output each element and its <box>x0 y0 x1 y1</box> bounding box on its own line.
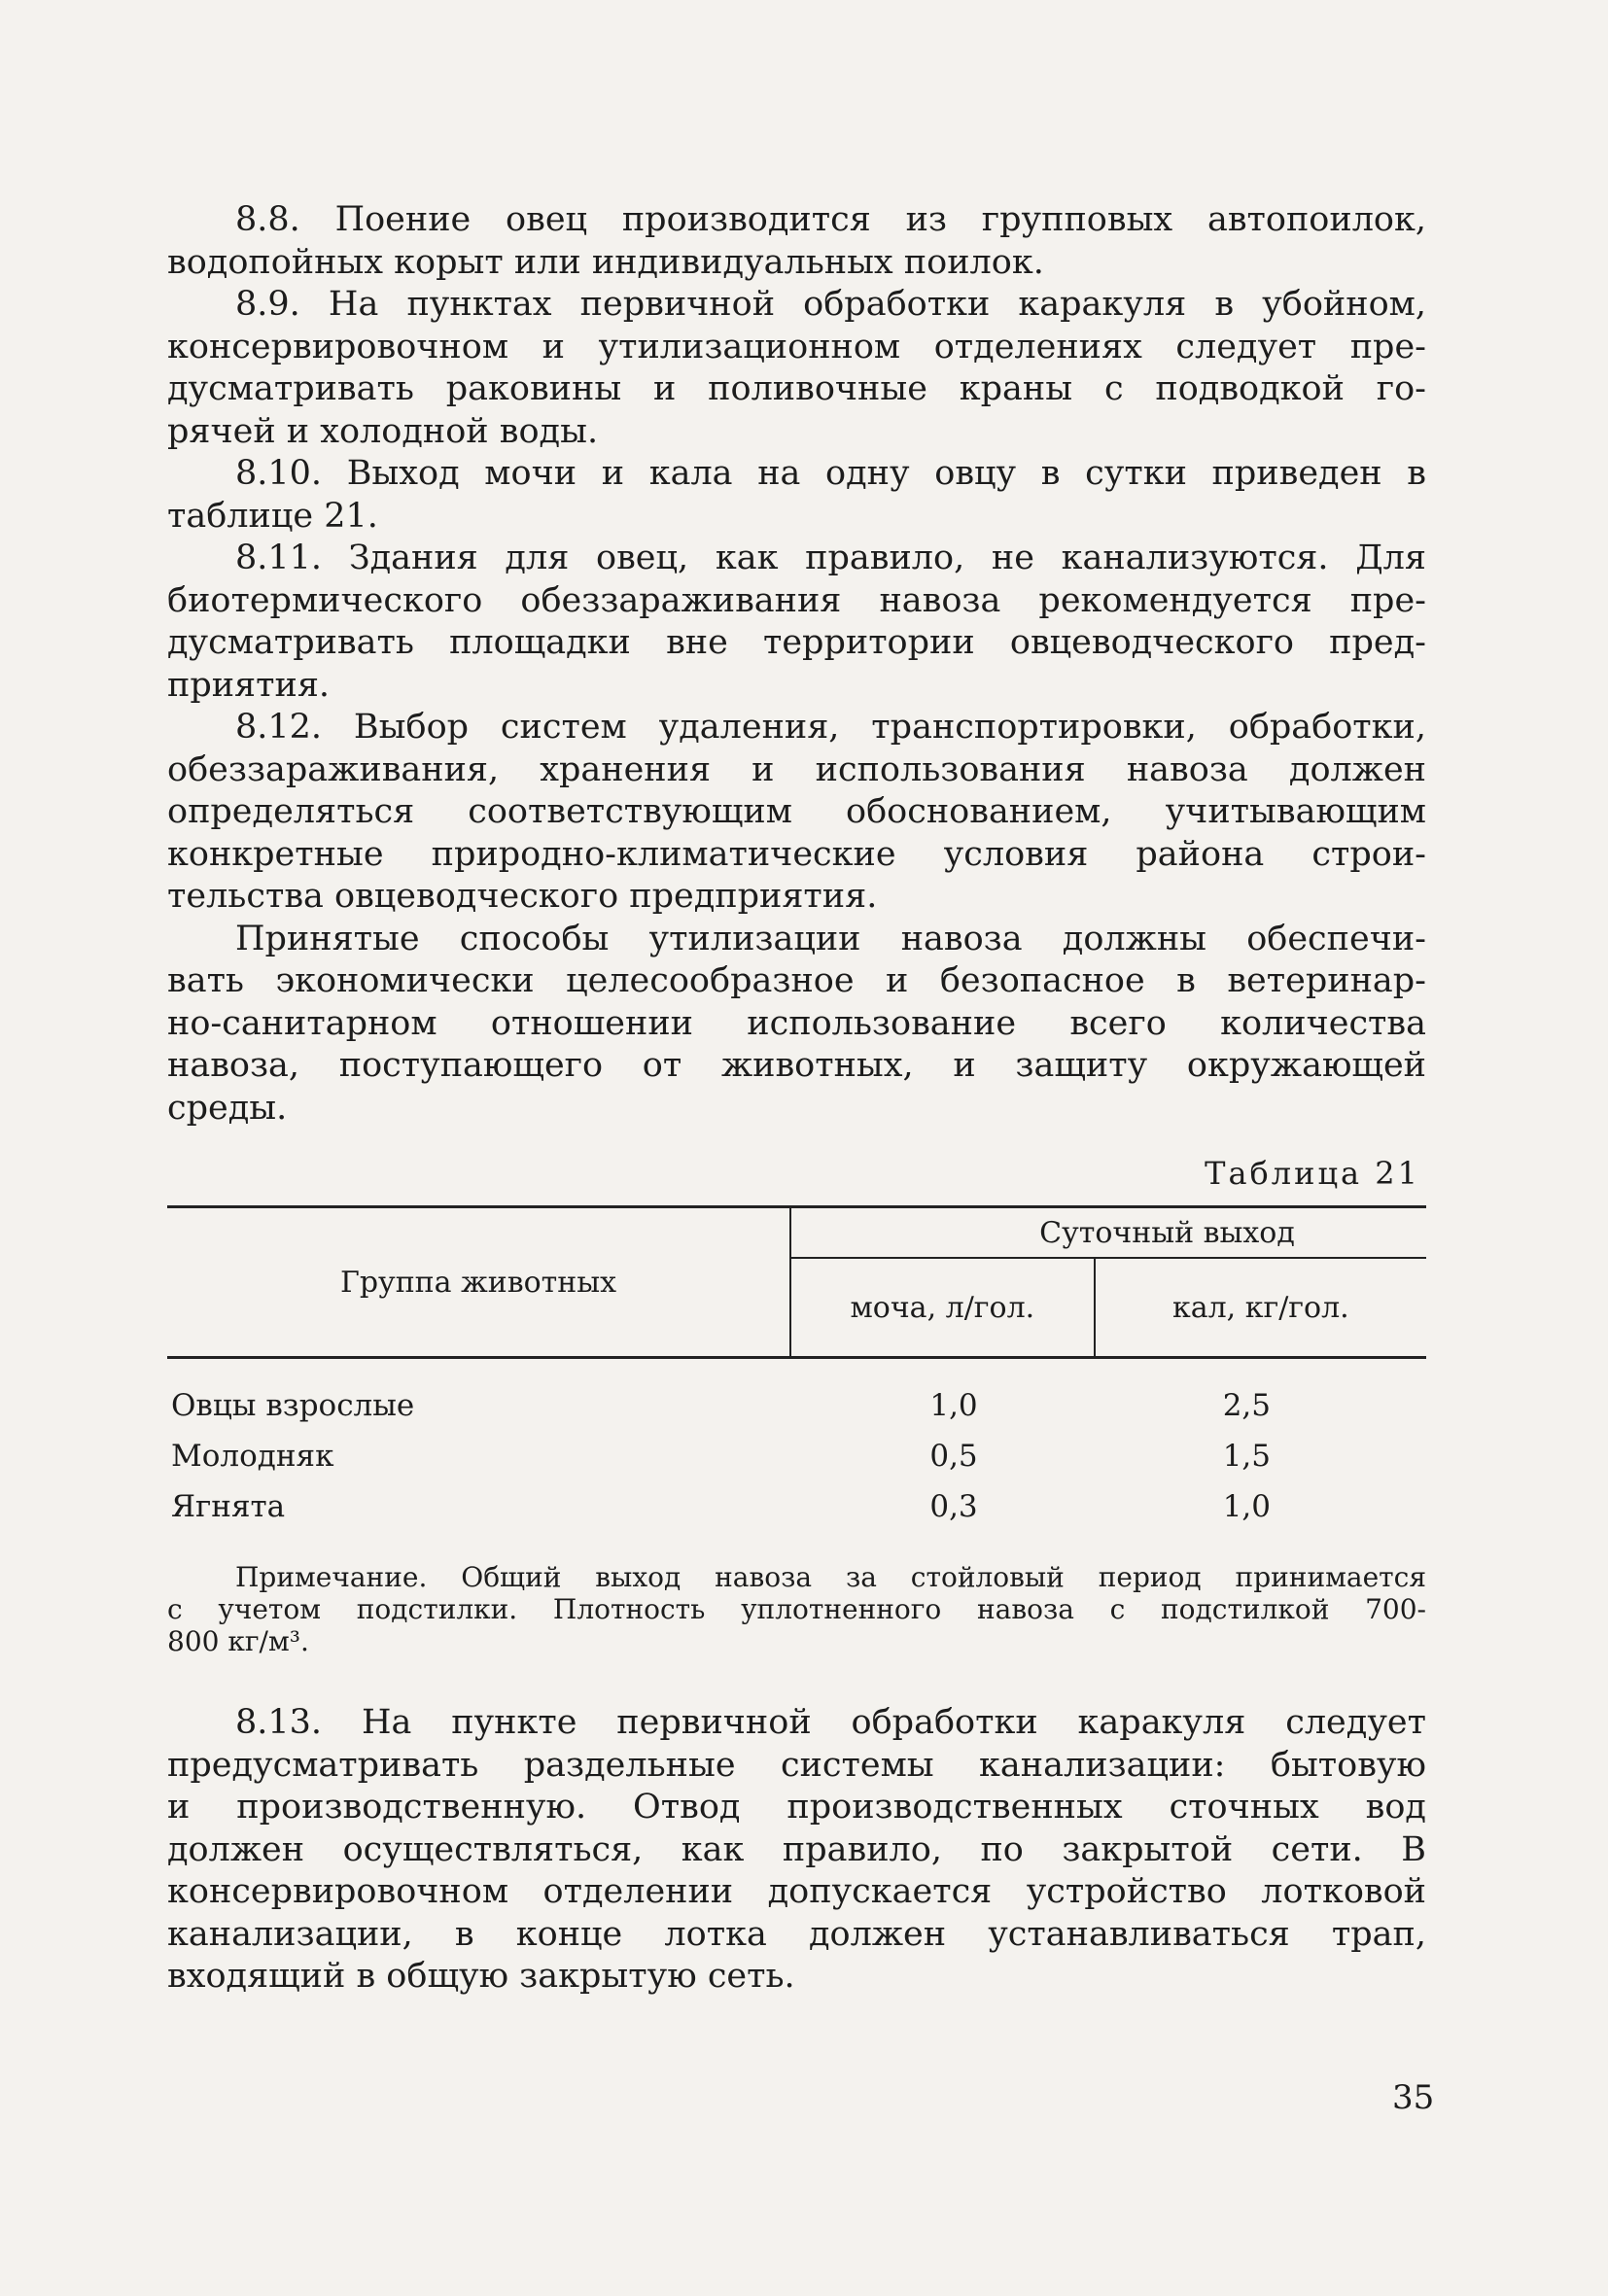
row-label: Молодняк <box>171 1439 334 1474</box>
text-line: 8.10. Выход мочи и кала на одну овцу в сутки приведен в <box>235 454 1426 493</box>
table-row <box>167 1481 1426 1532</box>
text-line: входящий в общую закрытую сеть. <box>167 1957 795 1996</box>
text-line: канализации, в конце лотка должен устанавливаться трап, <box>167 1914 1426 1954</box>
text-line: консервировочном отделении допускается устройство лотковой <box>167 1872 1426 1911</box>
text-line: вать экономически целесообразное и безопасное в ветеринар- <box>167 961 1426 1000</box>
text-line: водопойных корыт или индивидуальных поилок. <box>167 242 1044 282</box>
column-header-urine: моча, л/гол. <box>790 1258 1095 1358</box>
table-row <box>167 1358 1426 1432</box>
manure-output-table <box>167 1205 1426 1532</box>
feces-value: 1,5 <box>1222 1439 1271 1474</box>
paragraph-8-11 <box>167 538 1426 707</box>
text-line: приятия. <box>167 665 331 705</box>
text-line: консервировочном и утилизационном отделениях следует пре- <box>167 327 1426 366</box>
feces-value: 1,0 <box>1222 1489 1271 1524</box>
paragraph-8-12-continued <box>167 919 1426 1131</box>
paragraph-8-9 <box>167 284 1426 453</box>
text-line: конкретные природно-климатические условия района строи- <box>167 834 1426 874</box>
note-line: с учетом подстилки. Плотность уплотненного навоза с подстилкой 700- <box>167 1593 1426 1625</box>
text-line: обеззараживания, хранения и использования навоза должен <box>167 749 1426 789</box>
text-line: Принятые способы утилизации навоза должны обеспечи- <box>235 919 1426 958</box>
urine-value: 0,5 <box>929 1439 978 1474</box>
note-line: Примечание. Общий выход навоза за стойловый период принимается <box>235 1561 1426 1593</box>
text-line: и производственную. Отвод производственных сточных вод <box>167 1788 1426 1826</box>
urine-value: 0,3 <box>929 1489 978 1524</box>
text-line: определяться соответствующим обоснованием, учитывающим <box>167 792 1426 831</box>
feces-value: 2,5 <box>1222 1388 1271 1423</box>
text-line: биотермического обеззараживания навоза рекомендуется пре- <box>167 580 1426 620</box>
paragraph-8-13 <box>167 1702 1426 1999</box>
table-note <box>167 1561 1426 1657</box>
table-caption: Таблица 21 <box>1205 1155 1420 1192</box>
page-number: 35 <box>1392 2078 1435 2117</box>
paragraph-8-10 <box>167 453 1426 538</box>
text-line: рячей и холодной воды. <box>167 411 599 451</box>
text-line: таблице 21. <box>167 496 378 536</box>
column-header-daily-output: Суточный выход <box>790 1207 1426 1259</box>
text-line: 8.12. Выбор систем удаления, транспортировки, обработки, <box>235 708 1426 747</box>
text-line: предусматривать раздельные системы канализации: бытовую <box>167 1745 1426 1785</box>
row-label: Ягнята <box>171 1489 286 1524</box>
text-line: но-санитарном отношении использование всего количества <box>167 1003 1426 1043</box>
page-content <box>167 199 1426 1999</box>
text-line: 8.13. На пункте первичной обработки каракуля следует <box>235 1703 1426 1742</box>
column-header-feces: кал, кг/гол. <box>1171 1290 1349 1325</box>
paragraph-8-12 <box>167 707 1426 919</box>
column-header-group: Группа животных <box>167 1207 790 1358</box>
urine-value: 1,0 <box>929 1388 978 1423</box>
text-line: навоза, поступающего от животных, и защиту окружающей <box>167 1046 1426 1085</box>
text-line: должен осуществляться, как правило, по закрытой сети. В <box>167 1829 1426 1869</box>
text-line: дусматривать площадки вне территории овцеводческого пред- <box>167 623 1426 662</box>
text-line: среды. <box>167 1088 288 1128</box>
text-line: 8.9. На пунктах первичной обработки каракуля в убойном, <box>235 285 1426 324</box>
paragraph-8-8 <box>167 199 1426 284</box>
row-label: Овцы взрослые <box>171 1388 415 1423</box>
text-line: 8.11. Здания для овец, как правило, не канализуются. Для <box>235 539 1426 577</box>
note-line: 800 кг/м³. <box>167 1625 309 1657</box>
text-line: тельства овцеводческого предприятия. <box>167 877 878 916</box>
table-row <box>167 1431 1426 1481</box>
text-line: 8.8. Поение овец производится из групповых автопоилок, <box>235 200 1426 239</box>
text-line: дусматривать раковины и поливочные краны с подводкой го- <box>167 369 1426 408</box>
